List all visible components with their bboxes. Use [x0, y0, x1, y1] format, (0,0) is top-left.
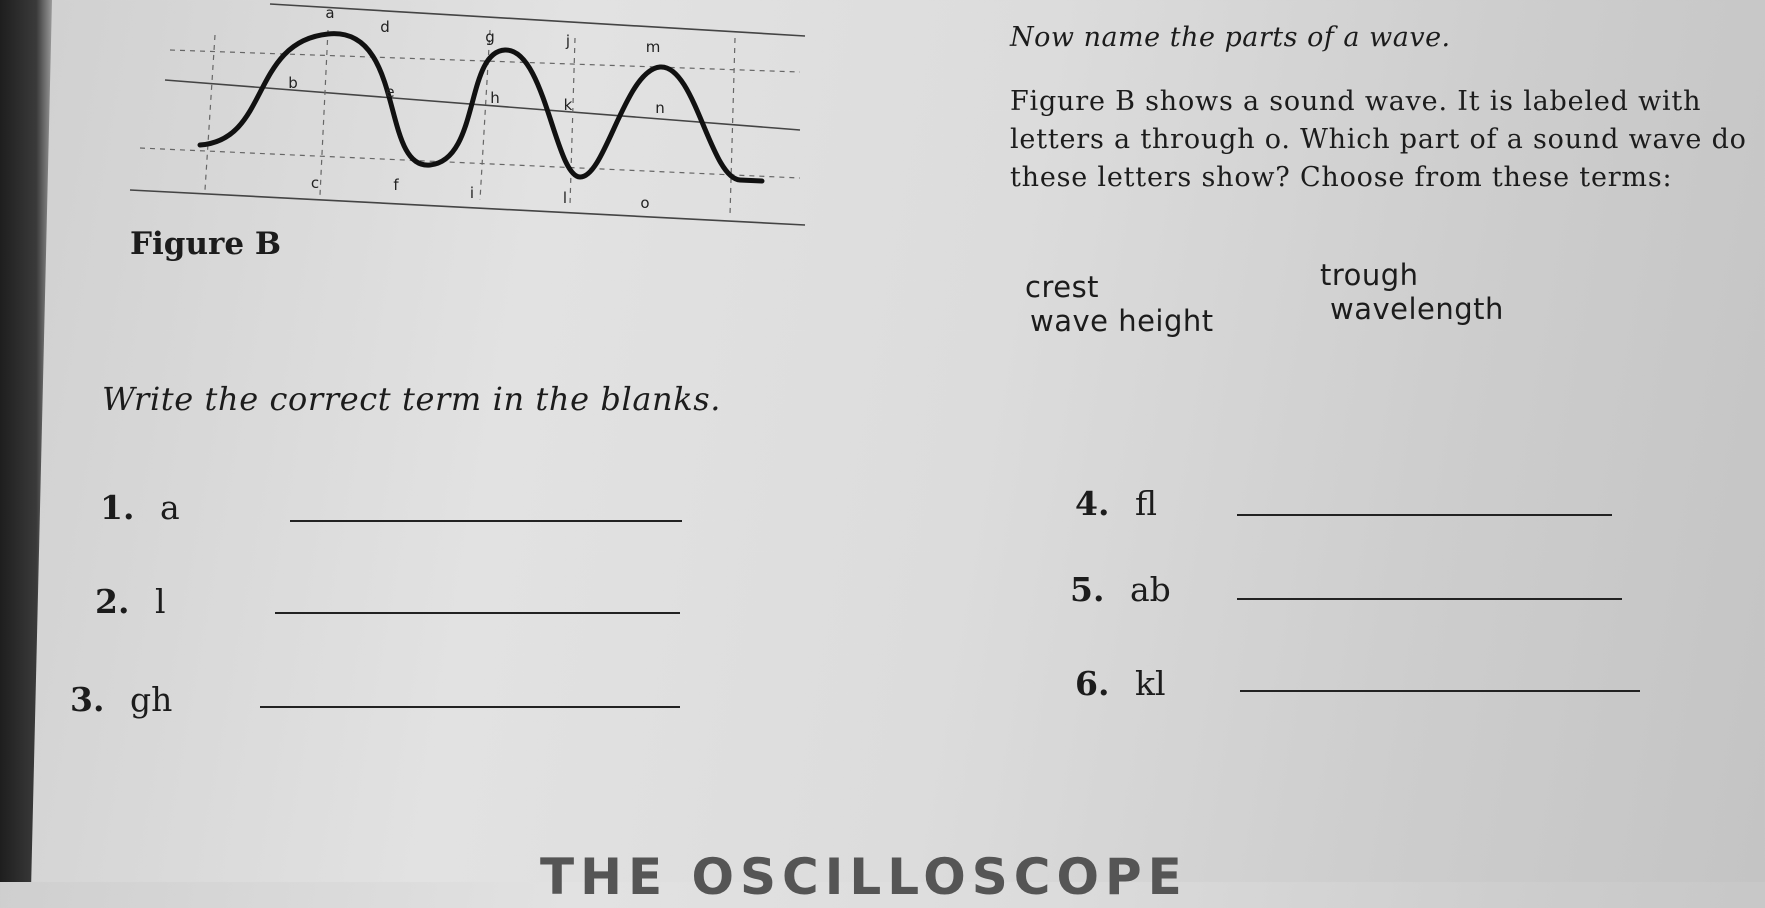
question-letters: fl: [1135, 484, 1158, 523]
question-3: [70, 680, 172, 719]
question-letters: ab: [1130, 570, 1171, 609]
wave-letter-e: e: [385, 83, 395, 101]
wave-letter-b: b: [288, 74, 298, 92]
instructions: Write the correct term in the blanks.: [102, 380, 721, 418]
wave-letter-k: k: [563, 96, 573, 114]
wave-letter-g: g: [485, 28, 495, 46]
next-section-heading: THE OSCILLOSCOPE: [540, 848, 1188, 906]
question-number: 4.: [1075, 484, 1110, 523]
figure-caption: Figure B: [130, 226, 282, 262]
question-letters: l: [155, 582, 166, 621]
question-number: 6.: [1075, 664, 1110, 703]
question-5: [1070, 570, 1171, 609]
answer-blank-6[interactable]: [1240, 690, 1640, 692]
term-wave-height: wave height: [1030, 304, 1214, 338]
intro-paragraph: Figure B shows a sound wave. It is labeled with letters a through o. Which part of a sound wave do these letters show? Choose from these terms:: [1010, 86, 1747, 193]
answer-blank-4[interactable]: [1237, 514, 1612, 516]
trough-baseline: [140, 148, 800, 178]
figure-top-border: [270, 4, 805, 36]
intro-heading: Now name the parts of a wave.: [1010, 22, 1451, 53]
question-2: [95, 582, 166, 621]
answer-blank-2[interactable]: [275, 612, 680, 614]
wave-letter-h: h: [490, 89, 500, 107]
wave-figure: [150, 0, 810, 220]
term-trough: trough: [1320, 258, 1419, 292]
figure-bottom-border: [130, 190, 805, 225]
wave-letter-m: m: [645, 38, 661, 56]
sound-wave-curve: [200, 34, 762, 181]
wave-letter-n: n: [655, 99, 665, 117]
grid-line: [730, 38, 735, 215]
answer-blank-5[interactable]: [1237, 598, 1622, 600]
answer-blank-3[interactable]: [260, 706, 680, 708]
question-letters: a: [160, 488, 180, 527]
wave-letter-o: o: [640, 194, 650, 212]
question-number: 2.: [95, 582, 130, 621]
question-6: [1075, 664, 1166, 703]
question-letters: kl: [1135, 664, 1166, 703]
question-number: 5.: [1070, 570, 1105, 609]
wave-letter-d: d: [380, 18, 390, 36]
wave-letter-j: j: [565, 32, 571, 50]
intro-block: [1010, 22, 1750, 197]
grid-line: [570, 38, 575, 205]
question-number: 1.: [100, 488, 135, 527]
question-number: 3.: [70, 680, 105, 719]
question-letters: gh: [130, 680, 173, 719]
answer-blank-1[interactable]: [290, 520, 682, 522]
question-4: [1075, 484, 1157, 523]
wave-letter-l: l: [562, 189, 568, 207]
wave-letter-i: i: [469, 184, 475, 202]
grid-line: [205, 35, 215, 190]
wave-letter-c: c: [310, 174, 320, 192]
term-wavelength: wavelength: [1330, 292, 1504, 326]
term-crest: crest: [1025, 270, 1100, 304]
question-1: [100, 488, 180, 527]
grid-line: [480, 30, 490, 200]
wave-letter-a: a: [325, 4, 335, 22]
wave-letter-f: f: [393, 176, 399, 194]
dark-page-edge: [0, 0, 52, 882]
